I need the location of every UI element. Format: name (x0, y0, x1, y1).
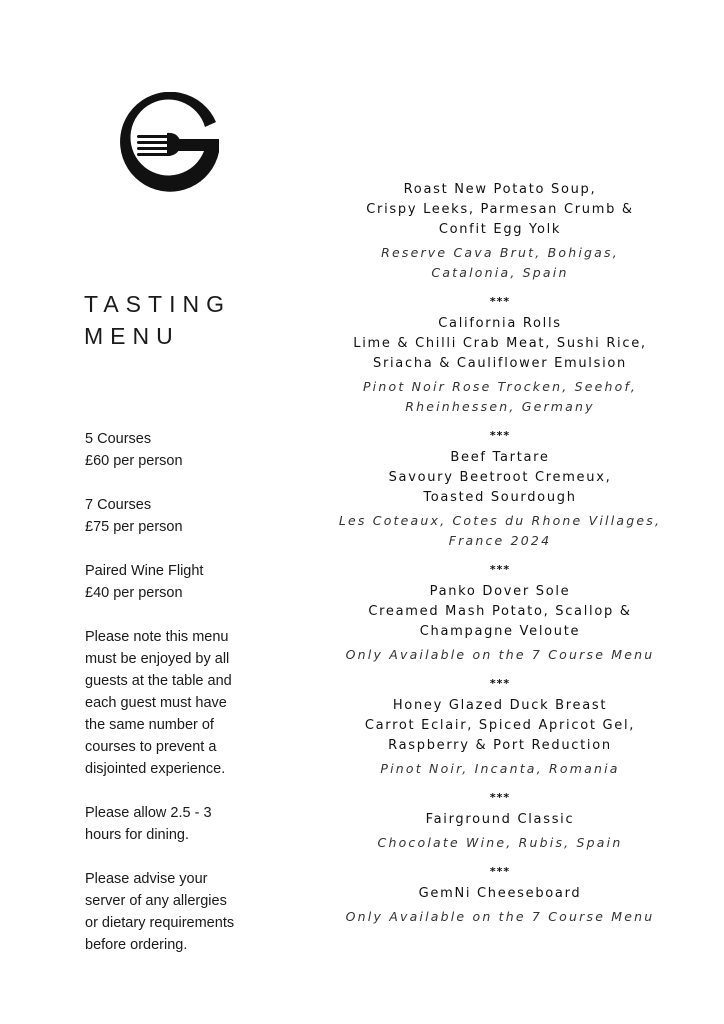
info-line: Please advise your (85, 871, 208, 887)
wine-line: Only Available on the 7 Course Menu (345, 647, 655, 662)
wine-pairing (320, 377, 680, 417)
course-item (320, 582, 680, 665)
restaurant-logo (113, 92, 225, 196)
info-line: £75 per person (85, 519, 183, 535)
dish-line: Panko Dover Sole (429, 584, 571, 599)
wine-pairing (320, 645, 680, 665)
dish-line: Roast New Potato Soup, (403, 182, 597, 197)
dish-line: Honey Glazed Duck Breast (392, 698, 608, 713)
wine-line: Catalonia, Spain (431, 265, 569, 280)
dish-line: Sriacha & Cauliflower Emulsion (373, 356, 627, 371)
dish-name (320, 180, 680, 240)
dish-line: Carrot Eclair, Spiced Apricot Gel, (364, 718, 636, 733)
wine-line: Pinot Noir, Incanta, Romania (380, 761, 620, 776)
info-paragraph (85, 428, 285, 472)
dish-line: California Rolls (438, 316, 562, 331)
info-line: courses to prevent a (85, 739, 217, 755)
course-item (320, 884, 680, 927)
info-line: must be enjoyed by all (85, 651, 230, 667)
info-line: £40 per person (85, 585, 183, 601)
wine-pairing (320, 833, 680, 853)
dish-name (320, 582, 680, 642)
course-item (320, 180, 680, 283)
dish-name (320, 696, 680, 756)
wine-line: Les Coteaux, Cotes du Rhone Villages, (338, 513, 662, 528)
page-title (84, 288, 231, 352)
info-line: guests at the table and (85, 673, 232, 689)
menu-info (85, 428, 285, 978)
info-line: Paired Wine Flight (85, 563, 204, 579)
info-line: Please note this menu (85, 629, 229, 645)
dish-line: Creamed Mash Potato, Scallop & (368, 604, 632, 619)
course-item (320, 314, 680, 417)
wine-line: Chocolate Wine, Rubis, Spain (377, 835, 623, 850)
wine-line: Pinot Noir Rose Trocken, Seehof, (362, 379, 638, 394)
course-separator: *** (489, 791, 511, 804)
dish-line: Lime & Chilli Crab Meat, Sushi Rice, (353, 336, 647, 351)
wine-line: Reserve Cava Brut, Bohigas, (381, 245, 619, 260)
course-item (320, 696, 680, 779)
info-line: 7 Courses (85, 497, 152, 513)
title-line: MENU (84, 323, 180, 349)
wine-pairing (320, 511, 680, 551)
course-item (320, 810, 680, 853)
wine-line: Only Available on the 7 Course Menu (345, 909, 655, 924)
fork-icon (137, 133, 181, 156)
dish-name (320, 314, 680, 374)
info-paragraph (85, 802, 285, 846)
wine-line: Rheinhessen, Germany (405, 399, 595, 414)
dish-line: Champagne Veloute (419, 624, 581, 639)
info-line: hours for dining. (85, 827, 189, 843)
course-separator: *** (489, 429, 511, 442)
info-line: server of any allergies (85, 893, 227, 909)
info-line: Please allow 2.5 - 3 (85, 805, 212, 821)
course-separator: *** (489, 295, 511, 308)
wine-pairing (320, 243, 680, 283)
title-line: TASTING (84, 291, 231, 317)
wine-line: France 2024 (448, 533, 552, 548)
course-separator: *** (489, 563, 511, 576)
info-line: before ordering. (85, 937, 188, 953)
info-paragraph (85, 868, 285, 956)
info-line: disjointed experience. (85, 761, 226, 777)
dish-line: Toasted Sourdough (423, 490, 577, 505)
dish-line: Raspberry & Port Reduction (388, 738, 612, 753)
info-line: each guest must have (85, 695, 227, 711)
dish-line: Crispy Leeks, Parmesan Crumb & (366, 202, 634, 217)
info-line: or dietary requirements (85, 915, 235, 931)
info-paragraph (85, 494, 285, 538)
info-line: the same number of (85, 717, 214, 733)
dish-name (320, 810, 680, 830)
dish-line: GemNi Cheeseboard (418, 886, 582, 901)
dish-line: Savoury Beetroot Cremeux, (388, 470, 612, 485)
wine-pairing (320, 759, 680, 779)
dish-line: Beef Tartare (450, 450, 550, 465)
info-line: £60 per person (85, 453, 183, 469)
course-separator: *** (489, 865, 511, 878)
dish-name (320, 884, 680, 904)
info-paragraph (85, 626, 285, 780)
info-line: 5 Courses (85, 431, 152, 447)
course-separator: *** (489, 677, 511, 690)
dish-line: Confit Egg Yolk (438, 222, 562, 237)
wine-pairing (320, 907, 680, 927)
info-paragraph (85, 560, 285, 604)
course-item (320, 448, 680, 551)
dish-line: Fairground Classic (425, 812, 575, 827)
course-list (320, 180, 680, 927)
dish-name (320, 448, 680, 508)
